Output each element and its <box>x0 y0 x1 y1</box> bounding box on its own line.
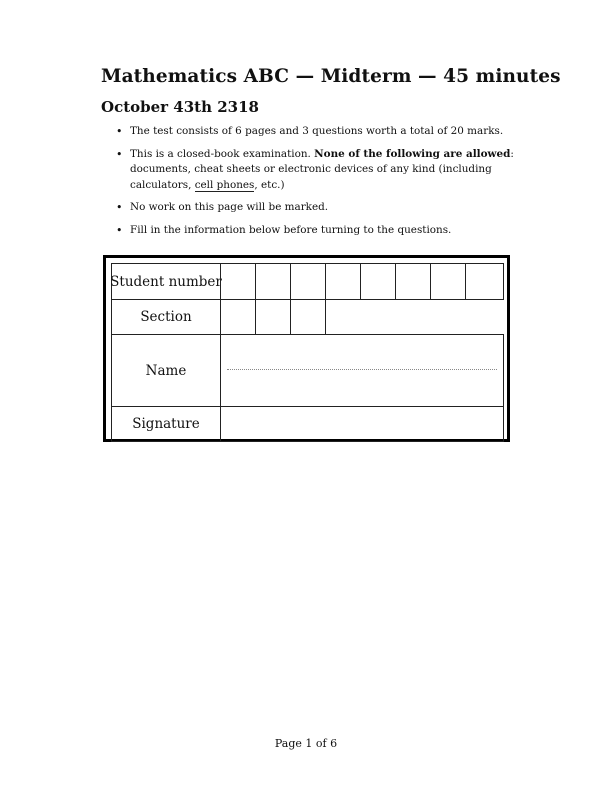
student-number-digit-box[interactable] <box>255 263 291 300</box>
section-label: Section <box>111 299 221 335</box>
student-number-label: Student number <box>111 263 221 300</box>
instruction-text: No work on this page will be marked. <box>130 201 329 213</box>
name-field[interactable] <box>220 334 504 407</box>
page-number: Page 1 of 6 <box>274 737 338 750</box>
name-dotted-line <box>227 369 497 370</box>
instruction-text: Fill in the information below before turning to the questions. <box>130 223 452 236</box>
exam-title: Mathematics ABC — Midterm — 45 minutes <box>101 66 561 87</box>
section-digit-box[interactable] <box>255 299 291 335</box>
instruction-underlined: cell phones <box>194 178 255 191</box>
student-info-table <box>103 255 510 442</box>
instruction-text: : documents, cheat sheets or electronic devices of any kind (including calculators, <box>130 147 514 191</box>
student-number-digit-box[interactable] <box>430 263 466 300</box>
student-number-digit-box[interactable] <box>325 263 361 300</box>
signature-label: Signature <box>111 406 221 442</box>
student-number-digit-box[interactable] <box>395 263 431 300</box>
student-number-digit-box[interactable] <box>290 263 326 300</box>
instructions-list <box>116 124 514 245</box>
instruction-item <box>116 124 514 140</box>
signature-field[interactable] <box>220 406 504 442</box>
instruction-item <box>116 147 514 194</box>
instruction-text: , etc.) <box>254 178 285 191</box>
section-digit-box[interactable] <box>220 299 256 335</box>
exam-date: October 43th 2318 <box>101 98 259 116</box>
student-number-digit-box[interactable] <box>220 263 256 300</box>
instruction-emphasis: None of the following are allowed <box>314 147 511 160</box>
instruction-item <box>116 223 514 239</box>
instruction-text: The test consists of 6 pages and 3 questions worth a total of 20 marks. <box>130 125 504 137</box>
instruction-text: This is a closed-book examination. <box>130 147 315 160</box>
instruction-item <box>116 200 514 216</box>
section-digit-box[interactable] <box>290 299 326 335</box>
student-number-digit-box[interactable] <box>465 263 504 300</box>
student-number-digit-box[interactable] <box>360 263 396 300</box>
name-label: Name <box>111 334 221 407</box>
